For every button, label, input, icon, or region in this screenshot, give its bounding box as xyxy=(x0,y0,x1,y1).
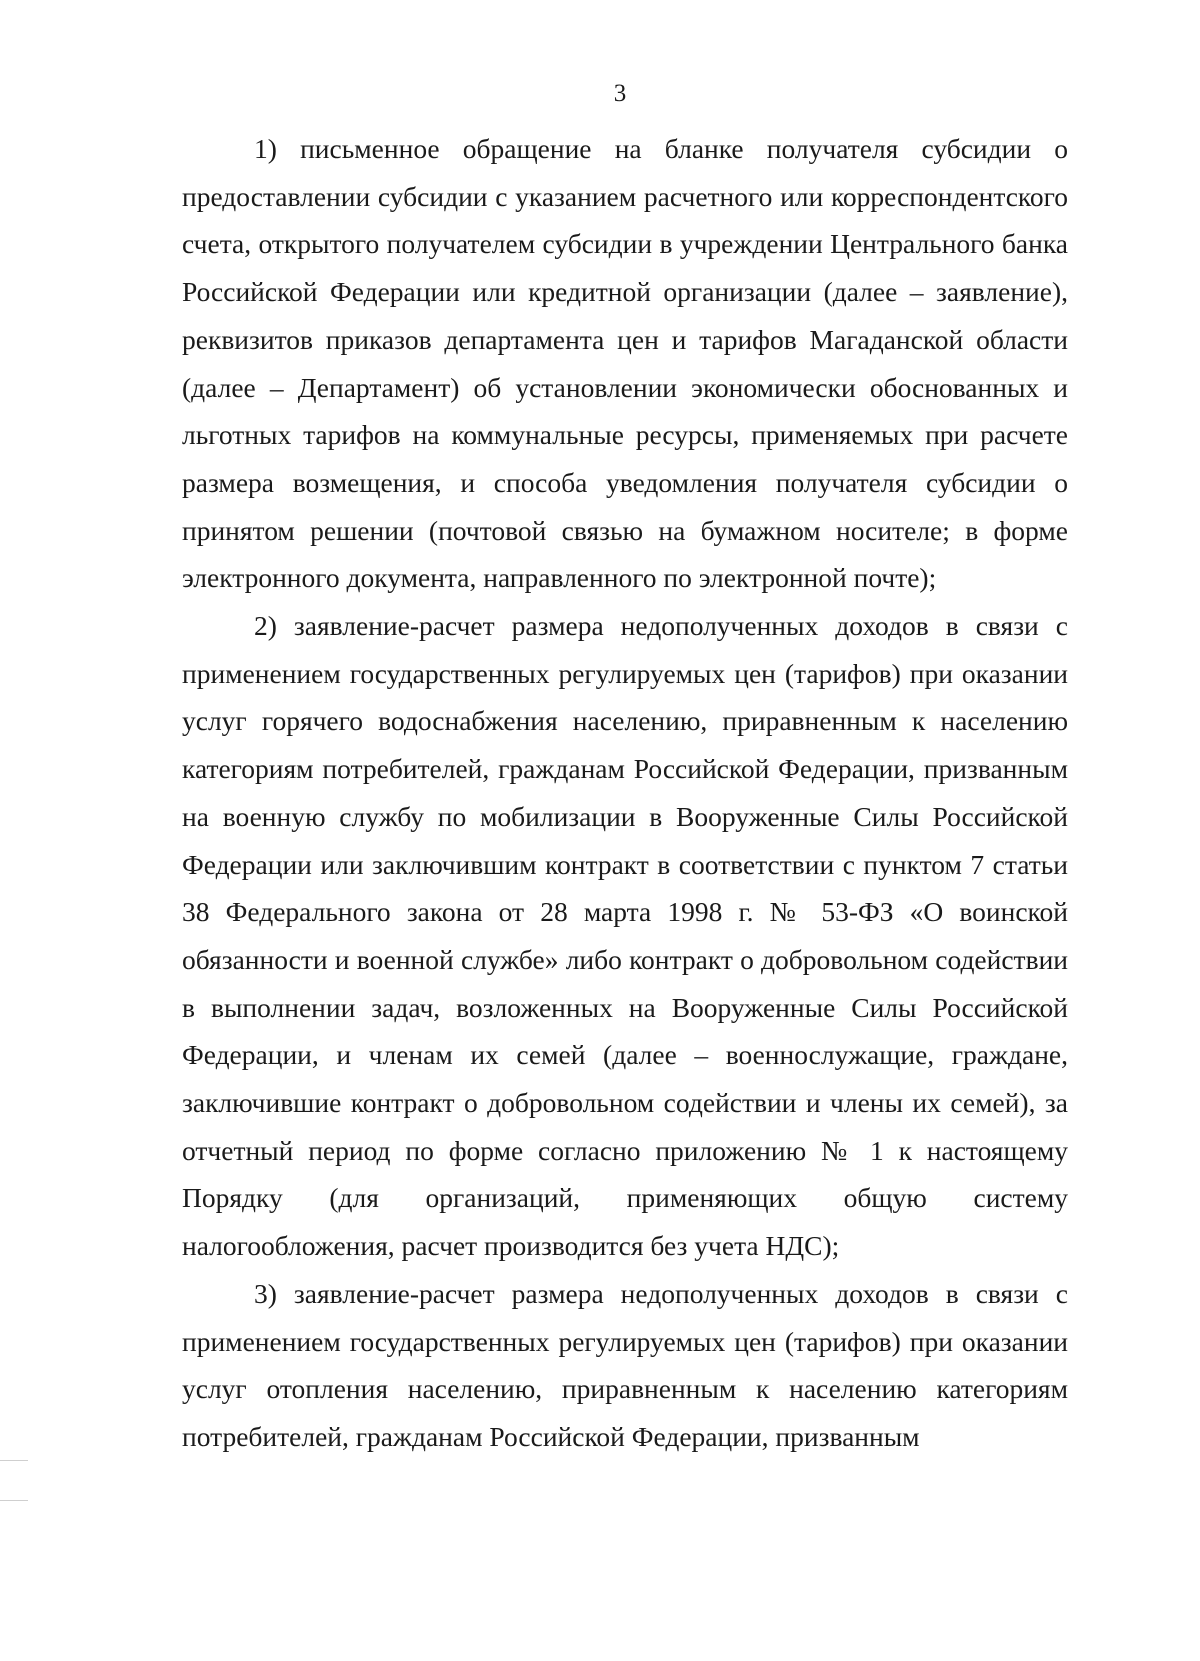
page-number: 3 xyxy=(613,80,627,107)
document-body xyxy=(182,125,1068,1461)
paragraph-item-3: 3) заявление-расчет размера недополученных доходов в связи с применением государственных регулируемых цен (тарифов) при оказании услуг отопления населению, приравненным к населению категориям потребителей, гражданам Российской Федерации, призванным xyxy=(182,1277,1068,1452)
scan-edge-mark xyxy=(0,1500,28,1501)
paragraph-item-2: 2) заявление-расчет размера недополученных доходов в связи с применением государственных регулируемых цен (тарифов) при оказании услуг горячего водоснабжения населению, приравненным к населению категориям потребителей, гражданам Российской Федерации, призванным на военную службу по мобилизации в Вооруженные Силы Российской Федерации или заключившим контракт в соответствии с пунктом 7 статьи 38 Федерального закона от 28 марта 1998 г. № 53-ФЗ «О воинской обязанности и военной службе» либо контракт о добровольном содействии в выполнении задач, возложенных на Вооруженные Силы Российской Федерации, и членам их семей (далее – военнослужащие, граждане, заключившие контракт о добровольном содействии и члены их семей), за отчетный период по форме согласно приложению № 1 к настоящему Порядку (для организаций, применяющих общую систему налогообложения, расчет производится без учета НДС); xyxy=(182,610,1068,1262)
paragraph-item-1: 1) письменное обращение на бланке получателя субсидии о предоставлении субсидии с указанием расчетного или корреспондентского счета, открытого получателем субсидии в учреждении Центрального банка Российской Федерации или кредитной организации (далее – заявление), реквизитов приказов департамента цен и тарифов Магаданской области (далее – Департамент) об установлении экономически обоснованных и льготных тарифов на коммунальные ресурсы, применяемых при расчете размера возмещения, и способа уведомления получателя субсидии о принятом решении (почтовой связью на бумажном носителе; в форме электронного документа, направленного по электронной почте); xyxy=(182,133,1068,594)
scan-edge-mark xyxy=(0,1460,28,1461)
